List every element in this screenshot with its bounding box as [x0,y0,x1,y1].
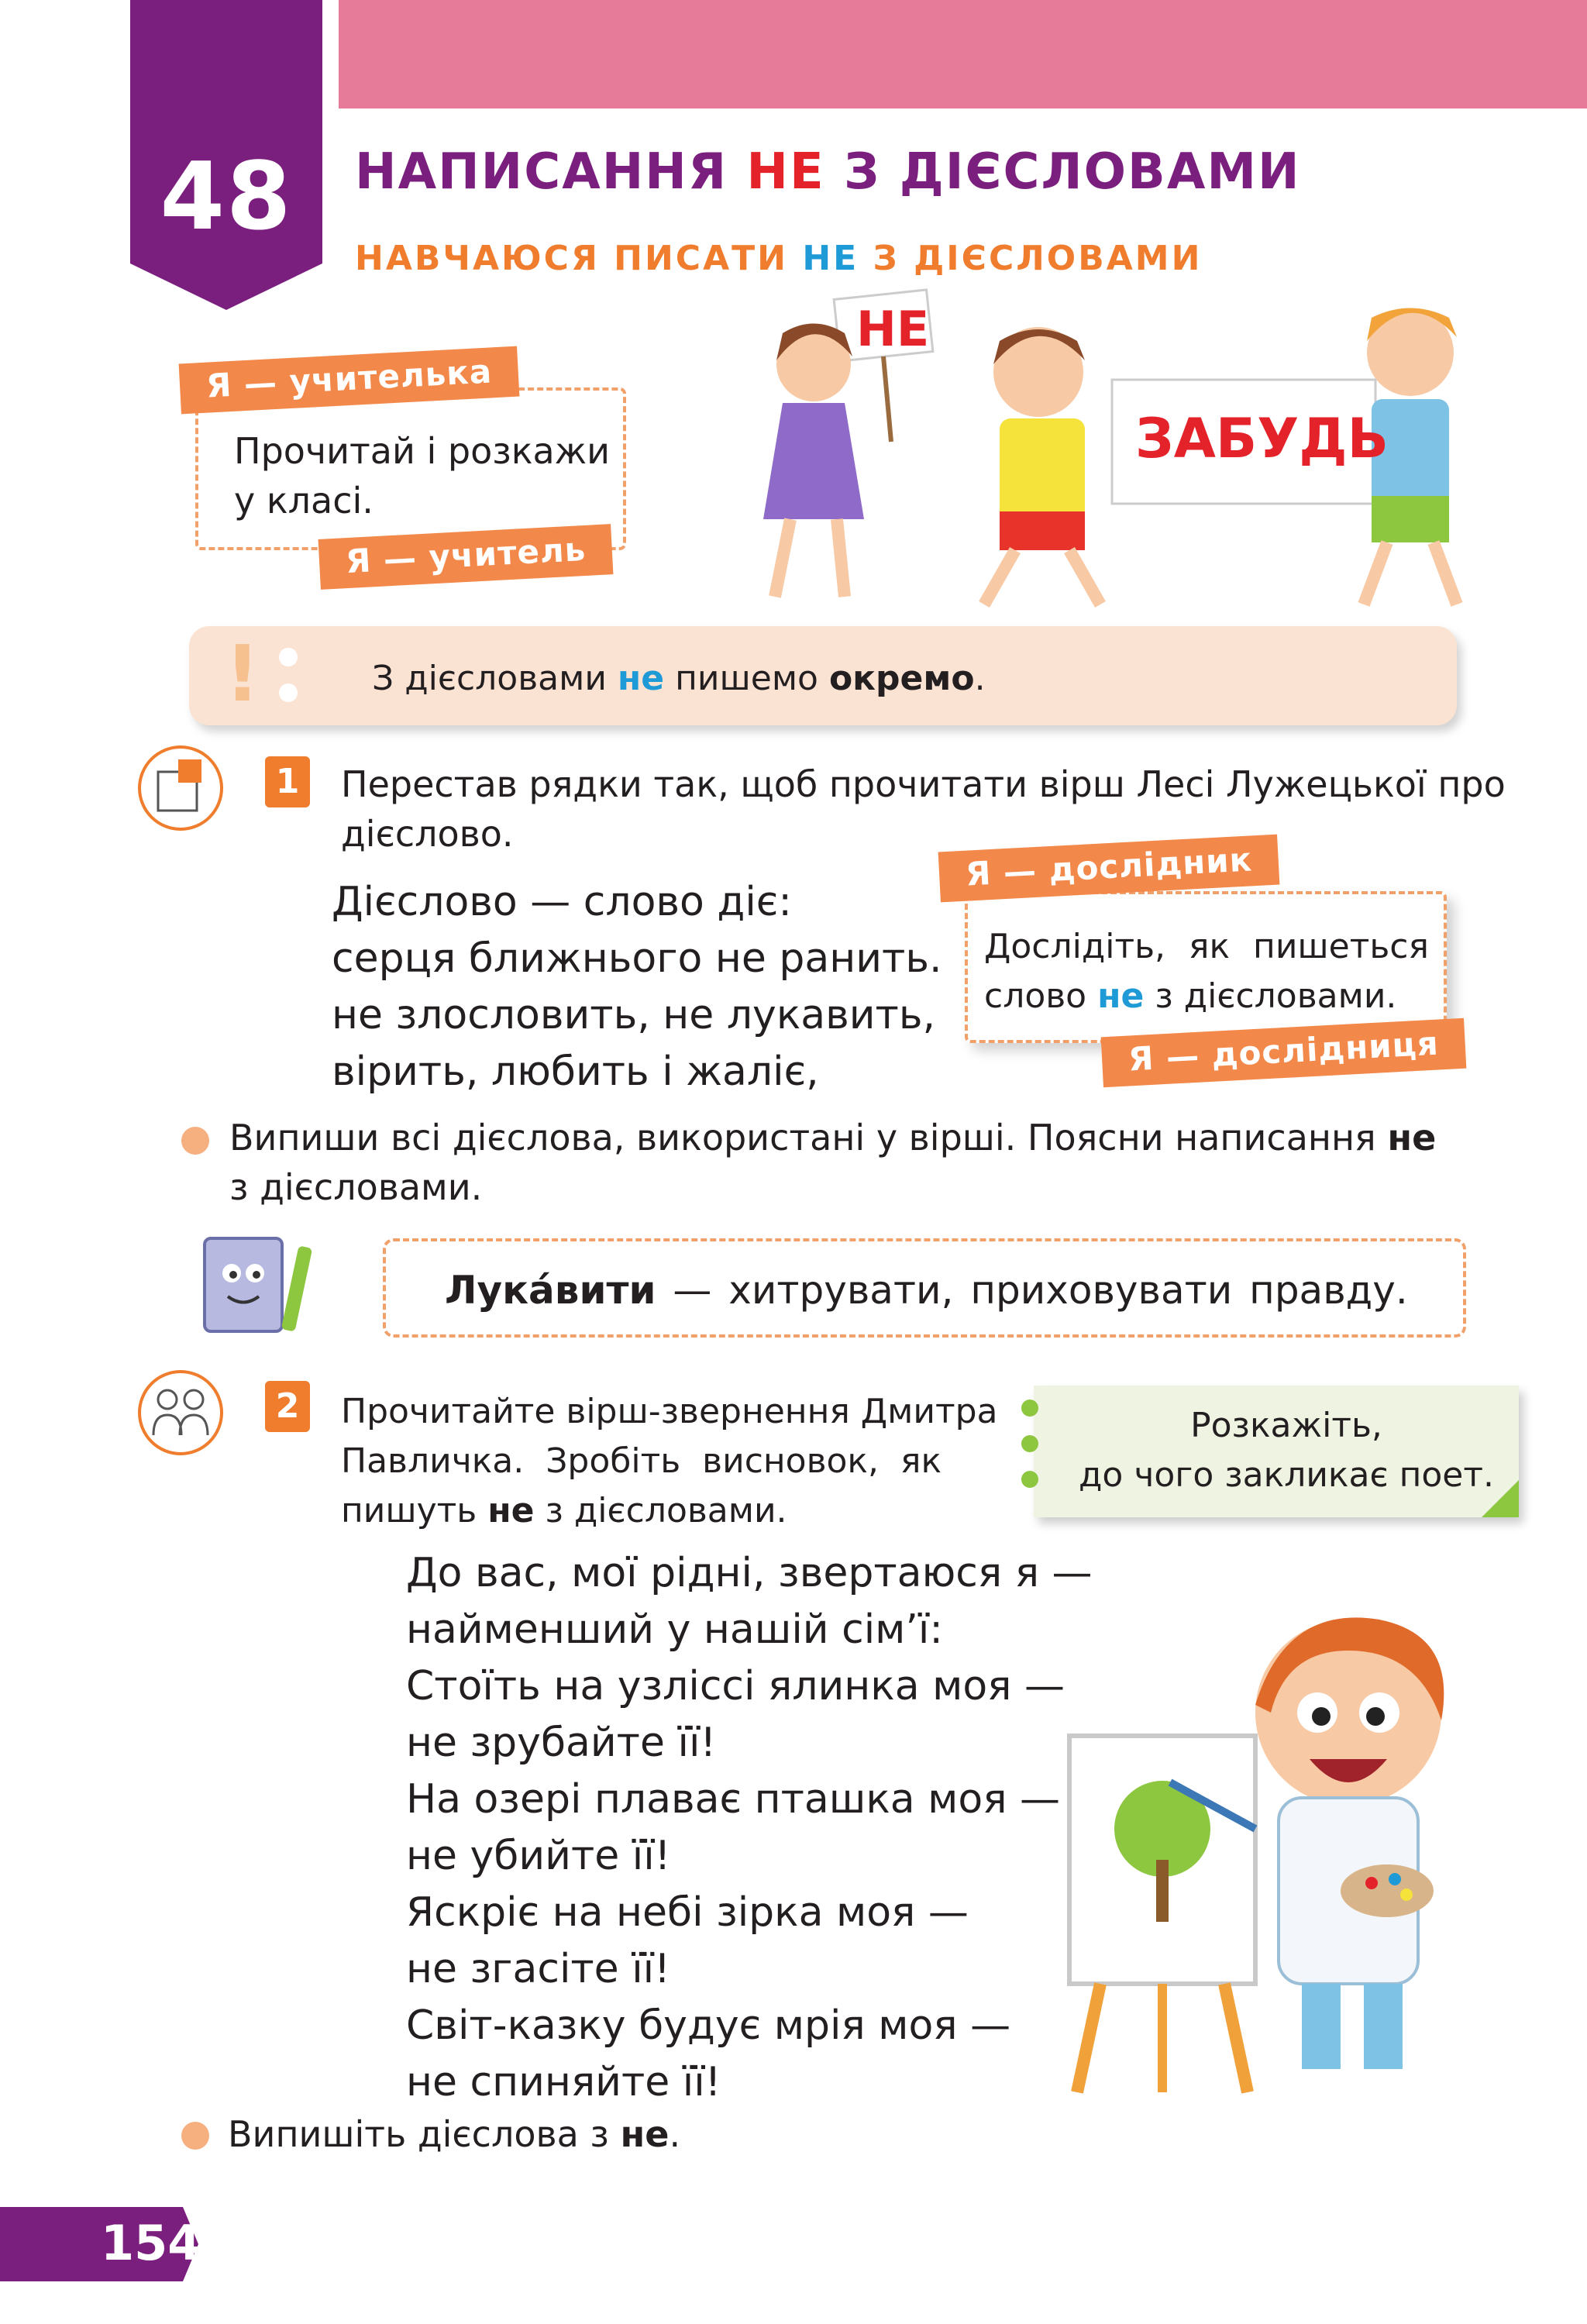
tag-researcher-male: Я — дослідник [938,835,1280,903]
rule-dots [279,648,298,666]
pair-work-icon [138,1370,223,1455]
poem-line: Дієслово — слово діє: [332,879,792,925]
task-2-instruction: Прочитайте вірш-звернення Дмитра Павличка. Зробіть висновок, як пишуть не з дієсловами. [341,1392,998,1530]
poem-line: серця ближнього не ранить. [332,935,942,982]
tag-teacher-male: Я — учитель [318,524,614,590]
rule-text: З дієсловами не пишемо окремо. [372,659,986,698]
exclamation-icon: ! [225,628,260,719]
painter-boy-illustration [1054,1596,1488,2108]
poem-line: не зрубайте її! [406,1720,717,1766]
task-1-assignment: Випиши всі дієслова, використані у вірші. Поясни написання не з дієсловами. [229,1117,1437,1208]
poem-line: Стоїть на узліссі ялинка моя — [406,1663,1065,1709]
vocabulary-text: Лука́вити — хитрувати, приховувати правду. [445,1268,1408,1313]
top-pink-bar [339,0,1587,108]
page-title: НАПИСАННЯ НЕ З ДІЄСЛОВАМИ [355,143,1301,201]
discussion-note-text: Розкажіть, до чого закликає поет. [1079,1406,1494,1495]
poem-line: Яскріє на небі зірка моя — [406,1889,969,1936]
bullet-dot [181,2122,209,2150]
task-1-number: 1 [265,756,310,807]
poem-line: вірить, любить і жаліє, [332,1048,819,1095]
teacher-note-text: Прочитай і розкажи у класі. [234,430,611,522]
task-2-assignment: Випишіть дієслова з не. [228,2113,681,2155]
poem-line: не убийте її! [406,1833,671,1879]
sign-zabud: ЗАБУДЬ [1135,407,1389,470]
poem-line: не злословить, не лукавить, [332,992,936,1038]
poem-line: не спиняйте її! [406,2059,721,2105]
poem-line: До вас, мої рідні, звертаюся я — [406,1550,1093,1596]
tag-researcher-female: Я — дослідниця [1101,1018,1467,1087]
task-2-number: 2 [265,1381,310,1432]
note-corner-fold [1482,1480,1519,1517]
dictionary-book-icon [189,1231,336,1347]
bullet-dot [181,1127,209,1155]
poem-line: Світ-казку будує мрія моя — [406,2002,1011,2049]
tag-teacher-female: Я — учителька [179,346,520,415]
sign-ne: НЕ [856,301,930,357]
lesson-number: 48 [160,143,293,251]
page-number: 154 [101,2215,201,2271]
task-1-poem [332,874,942,1100]
puzzle-icon [138,745,223,831]
page-subtitle: НАВЧАЮСЯ ПИСАТИ НЕ З ДІЄСЛОВАМИ [355,239,1203,278]
rule-dots-2 [279,683,298,702]
poem-line: не згасіте її! [406,1946,670,1992]
note-bullets [1021,1400,1038,1488]
researcher-note-text: Дослідіть, як пишеться слово не з дієсловами. [984,927,1429,1016]
task-2-poem [406,1545,1093,2111]
poem-line: найменший у нашій сім’ї: [406,1606,943,1653]
task-1-instruction: Перестав рядки так, щоб прочитати вірш Лесі Лужецької про дієслово. [341,763,1506,855]
poem-line: На озері плаває пташка моя — [406,1776,1061,1823]
